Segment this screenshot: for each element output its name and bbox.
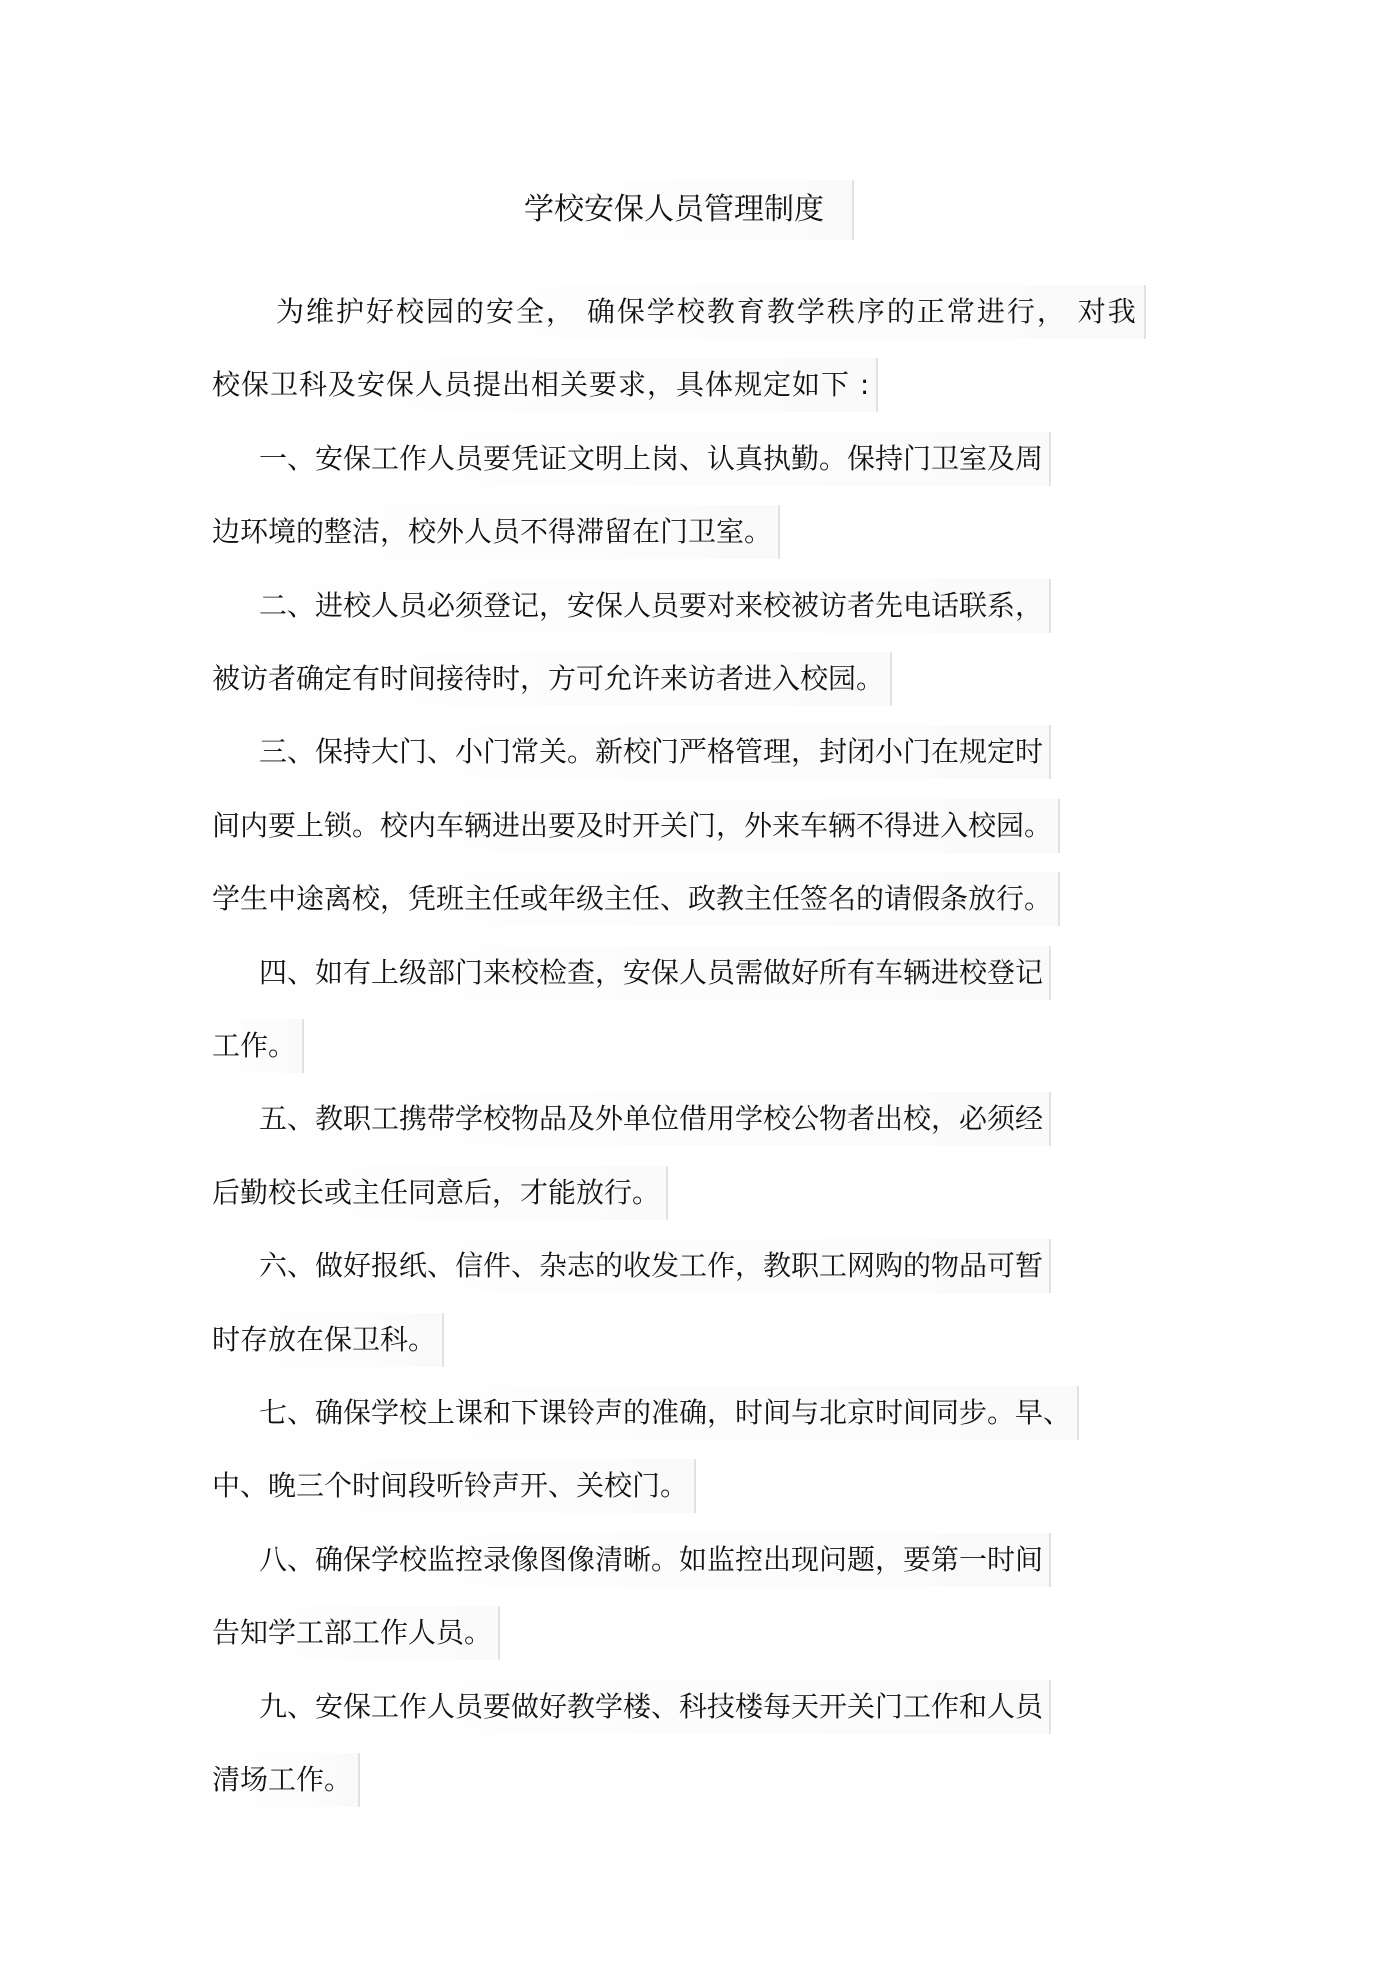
rule-2-line-1: 二、进校人员必须登记，安保人员要对来校被访者先电话联系，	[212, 579, 1051, 633]
rule-6-line-1: 六、做好报纸、信件、杂志的收发工作，教职工网购的物品可暂	[212, 1239, 1051, 1293]
rule-5-line-2: 后勤校长或主任同意后，才能放行。	[212, 1166, 668, 1220]
rule-5-line-1: 五、教职工携带学校物品及外单位借用学校公物者出校，必须经	[212, 1092, 1051, 1146]
rule-7-line-2: 中、晚三个时间段听铃声开、关校门。	[212, 1459, 696, 1513]
rule-3-line-3: 学生中途离校，凭班主任或年级主任、政教主任签名的请假条放行。	[212, 872, 1060, 926]
rule-2-line-2: 被访者确定有时间接待时，方可允许来访者进入校园。	[212, 652, 892, 706]
intro-line-1: 为维护好校园的安全， 确保学校教育教学秩序的正常进行， 对我	[276, 285, 1146, 339]
rule-3-line-1: 三、保持大门、小门常关。新校门严格管理，封闭小门在规定时	[212, 725, 1051, 779]
rule-4-line-2: 工作。	[212, 1019, 304, 1073]
document-title: 学校安保人员管理制度	[524, 180, 854, 240]
rule-7-line-1: 七、确保学校上课和下课铃声的准确，时间与北京时间同步。早、	[212, 1386, 1079, 1440]
rule-9-line-1: 九、安保工作人员要做好教学楼、科技楼每天开关门工作和人员	[212, 1680, 1051, 1734]
rule-3-line-2: 间内要上锁。校内车辆进出要及时开关门，外来车辆不得进入校园。	[212, 799, 1060, 853]
rule-8-line-2: 告知学工部工作人员。	[212, 1606, 500, 1660]
intro-line-2: 校保卫科及安保人员提出相关要求，具体规定如下 :	[212, 358, 878, 412]
rule-1-line-1: 一、安保工作人员要凭证文明上岗、认真执勤。保持门卫室及周	[212, 432, 1051, 486]
rule-1-line-2: 边环境的整洁，校外人员不得滞留在门卫室。	[212, 505, 780, 559]
rule-6-line-2: 时存放在保卫科。	[212, 1313, 444, 1367]
rule-9-line-2: 清场工作。	[212, 1753, 360, 1807]
rule-4-line-1: 四、如有上级部门来校检查，安保人员需做好所有车辆进校登记	[212, 946, 1051, 1000]
rule-8-line-1: 八、确保学校监控录像图像清晰。如监控出现问题，要第一时间	[212, 1533, 1051, 1587]
